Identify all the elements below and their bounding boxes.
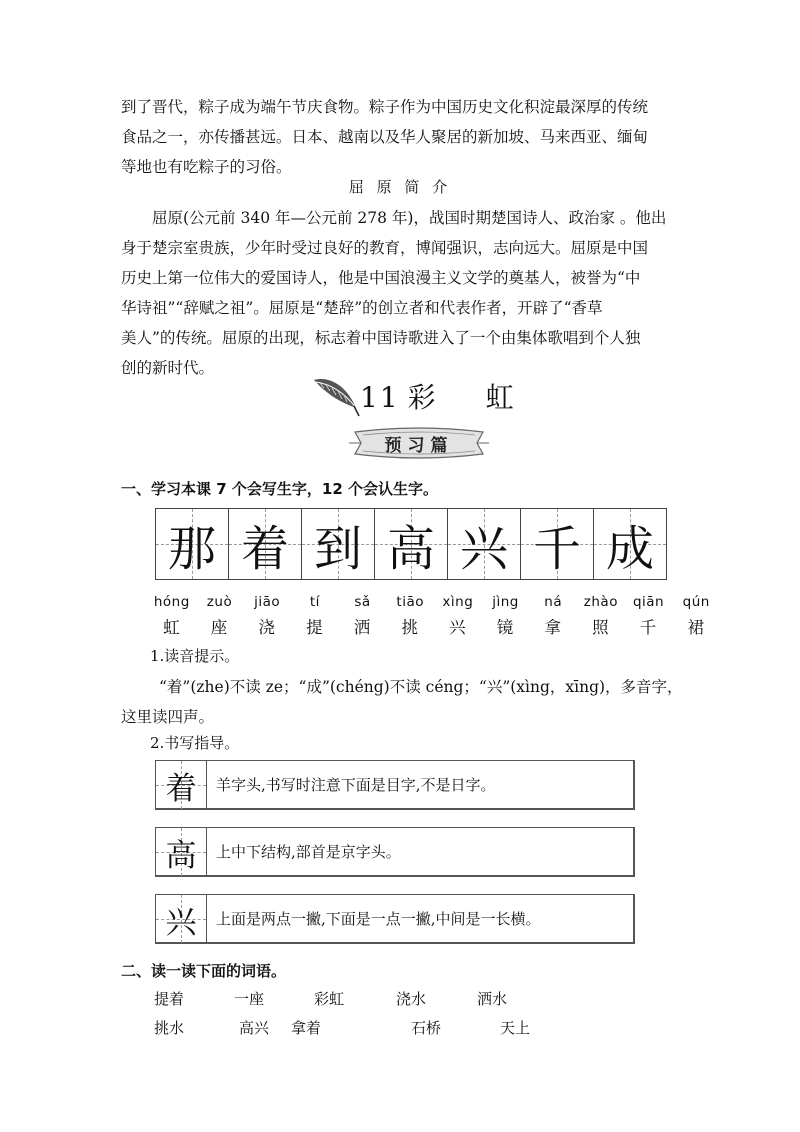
vocab-word: 拿着: [291, 1019, 322, 1037]
character-cell: [156, 509, 229, 579]
read-character: [625, 594, 673, 636]
pinyin: tí: [309, 594, 320, 610]
character-cell: [521, 509, 594, 579]
character-cell: [229, 509, 302, 579]
text-line: 屈原(公元前 340 年—公元前 278 年)，战国时期楚国诗人、政治家 。他出: [152, 209, 667, 227]
guide-character-cell: [156, 761, 207, 809]
vocab-word: 洒水: [477, 990, 508, 1008]
guide-text: 羊字头,书写时注意下面是目字,不是日字。: [216, 776, 496, 794]
write-character: 高: [386, 520, 435, 577]
quyuan-paragraph: [121, 203, 691, 383]
hanzi: 座: [210, 618, 229, 637]
hanzi: 提: [306, 618, 324, 637]
read-character-row: [148, 594, 720, 636]
read-character: [243, 594, 291, 636]
vocab-word: 一座: [234, 990, 265, 1008]
pinyin: qiān: [632, 594, 665, 610]
guide-character-cell: [156, 895, 207, 943]
hanzi: 兴: [449, 618, 467, 637]
pinyin: sǎ: [354, 594, 371, 610]
character-cell: [375, 509, 448, 579]
text-line: 华诗祖”“辞赋之祖”。屈原是“楚辞”的创立者和代表作者，开辟了“香草: [121, 299, 603, 317]
section-heading: 一、学习本课 7 个会写生字，12 个会认生字。: [121, 480, 438, 498]
writing-guide-box: [155, 894, 635, 944]
text-line: 这里读四声。: [121, 708, 215, 726]
text-line: 创的新时代。: [121, 359, 215, 377]
character-cell: [448, 509, 521, 579]
read-character: [482, 594, 530, 636]
pinyin: jiāo: [254, 594, 281, 610]
vocab-word: 高兴: [239, 1019, 270, 1037]
read-character: [672, 594, 720, 636]
hanzi: 浇: [258, 618, 276, 637]
pinyin: tiāo: [396, 594, 424, 610]
pinyin: ná: [544, 594, 563, 610]
read-character: [434, 594, 482, 636]
pinyin: hóng: [153, 594, 190, 610]
pronunciation-note: [121, 672, 691, 732]
section-heading: 二、读一读下面的词语。: [121, 962, 287, 980]
guide-character: 着: [165, 770, 197, 807]
hanzi: 千: [639, 618, 658, 637]
pinyin: xìng: [442, 594, 474, 610]
subsection-heading: 2.书写指导。: [150, 734, 240, 752]
quyuan-title: 屈 原 简 介: [348, 178, 452, 196]
pinyin: jìng: [492, 594, 519, 610]
text-line: 美人”的传统。屈原的出现，标志着中国诗歌进入了一个由集体歌唱到个人独: [121, 329, 641, 347]
pinyin: zhào: [583, 594, 618, 610]
text-line: “着”(zhe)不读 ze；“成”(chéng)不读 céng；“兴”(xìng，xīng)，多音字，: [159, 678, 683, 696]
write-character: 成: [605, 520, 654, 577]
guide-character: 高: [165, 837, 197, 874]
lesson-title: [360, 376, 516, 416]
write-character: 千: [532, 520, 581, 577]
hanzi: 挑: [401, 618, 419, 637]
write-character: 那: [167, 520, 216, 577]
hanzi: 拿: [544, 618, 562, 637]
write-character: 到: [313, 520, 362, 577]
lesson-number: 11: [360, 381, 400, 414]
subsection-heading: 1.读音提示。: [150, 647, 240, 665]
hanzi: 裙: [687, 618, 705, 637]
vocab-word: 挑水: [154, 1019, 185, 1037]
read-character: [339, 594, 387, 636]
read-character: [148, 594, 196, 636]
hanzi: 镜: [496, 618, 515, 637]
guide-character-cell: [156, 828, 207, 876]
read-character: [291, 594, 339, 636]
preview-banner: [349, 426, 489, 460]
lesson-title-char: 彩: [407, 381, 438, 414]
writing-guide-box: [155, 827, 635, 877]
guide-text: 上面是两点一撇,下面是一点一撇,中间是一长横。: [216, 910, 541, 928]
vocab-word: 石桥: [411, 1019, 442, 1037]
read-character: [577, 594, 625, 636]
character-cell: [594, 509, 666, 579]
vocab-word: 彩虹: [314, 990, 345, 1008]
writing-guide-box: [155, 760, 635, 810]
text-line: 历史上第一位伟大的爱国诗人，他是中国浪漫主义文学的奠基人，被誉为“中: [121, 269, 641, 287]
write-character-grid: [155, 508, 667, 580]
read-character: [386, 594, 434, 636]
pinyin: qún: [682, 594, 710, 610]
read-character: [529, 594, 577, 636]
read-character: [196, 594, 244, 636]
banner-label: 预习篇: [384, 436, 454, 456]
guide-character: 兴: [165, 904, 197, 941]
text-line: 身于楚宗室贵族，少年时受过良好的教育，博闻强识，志向远大。屈原是中国: [121, 239, 649, 257]
text-line: 到了晋代，粽子成为端午节庆食物。粽子作为中国历史文化积淀最深厚的传统: [121, 98, 649, 116]
quill-icon: [310, 374, 360, 418]
write-character: 兴: [459, 520, 508, 577]
lesson-title-char: 虹: [485, 381, 516, 414]
vocab-word: 天上: [500, 1019, 531, 1037]
text-line: 食品之一，亦传播甚远。日本、越南以及华人聚居的新加坡、马来西亚、缅甸: [121, 128, 649, 146]
guide-text: 上中下结构,部首是京字头。: [216, 843, 401, 861]
pinyin: zuò: [206, 594, 233, 610]
text-line: 等地也有吃粽子的习俗。: [121, 158, 292, 176]
character-cell: [302, 509, 375, 579]
write-character: 着: [240, 520, 289, 577]
vocab-word: 提着: [154, 990, 185, 1008]
hanzi: 照: [592, 618, 610, 637]
hanzi: 虹: [163, 618, 181, 637]
lesson-header: [310, 370, 550, 430]
intro-paragraph: [121, 92, 691, 182]
hanzi: 洒: [353, 618, 372, 637]
vocab-word: 浇水: [396, 990, 427, 1008]
